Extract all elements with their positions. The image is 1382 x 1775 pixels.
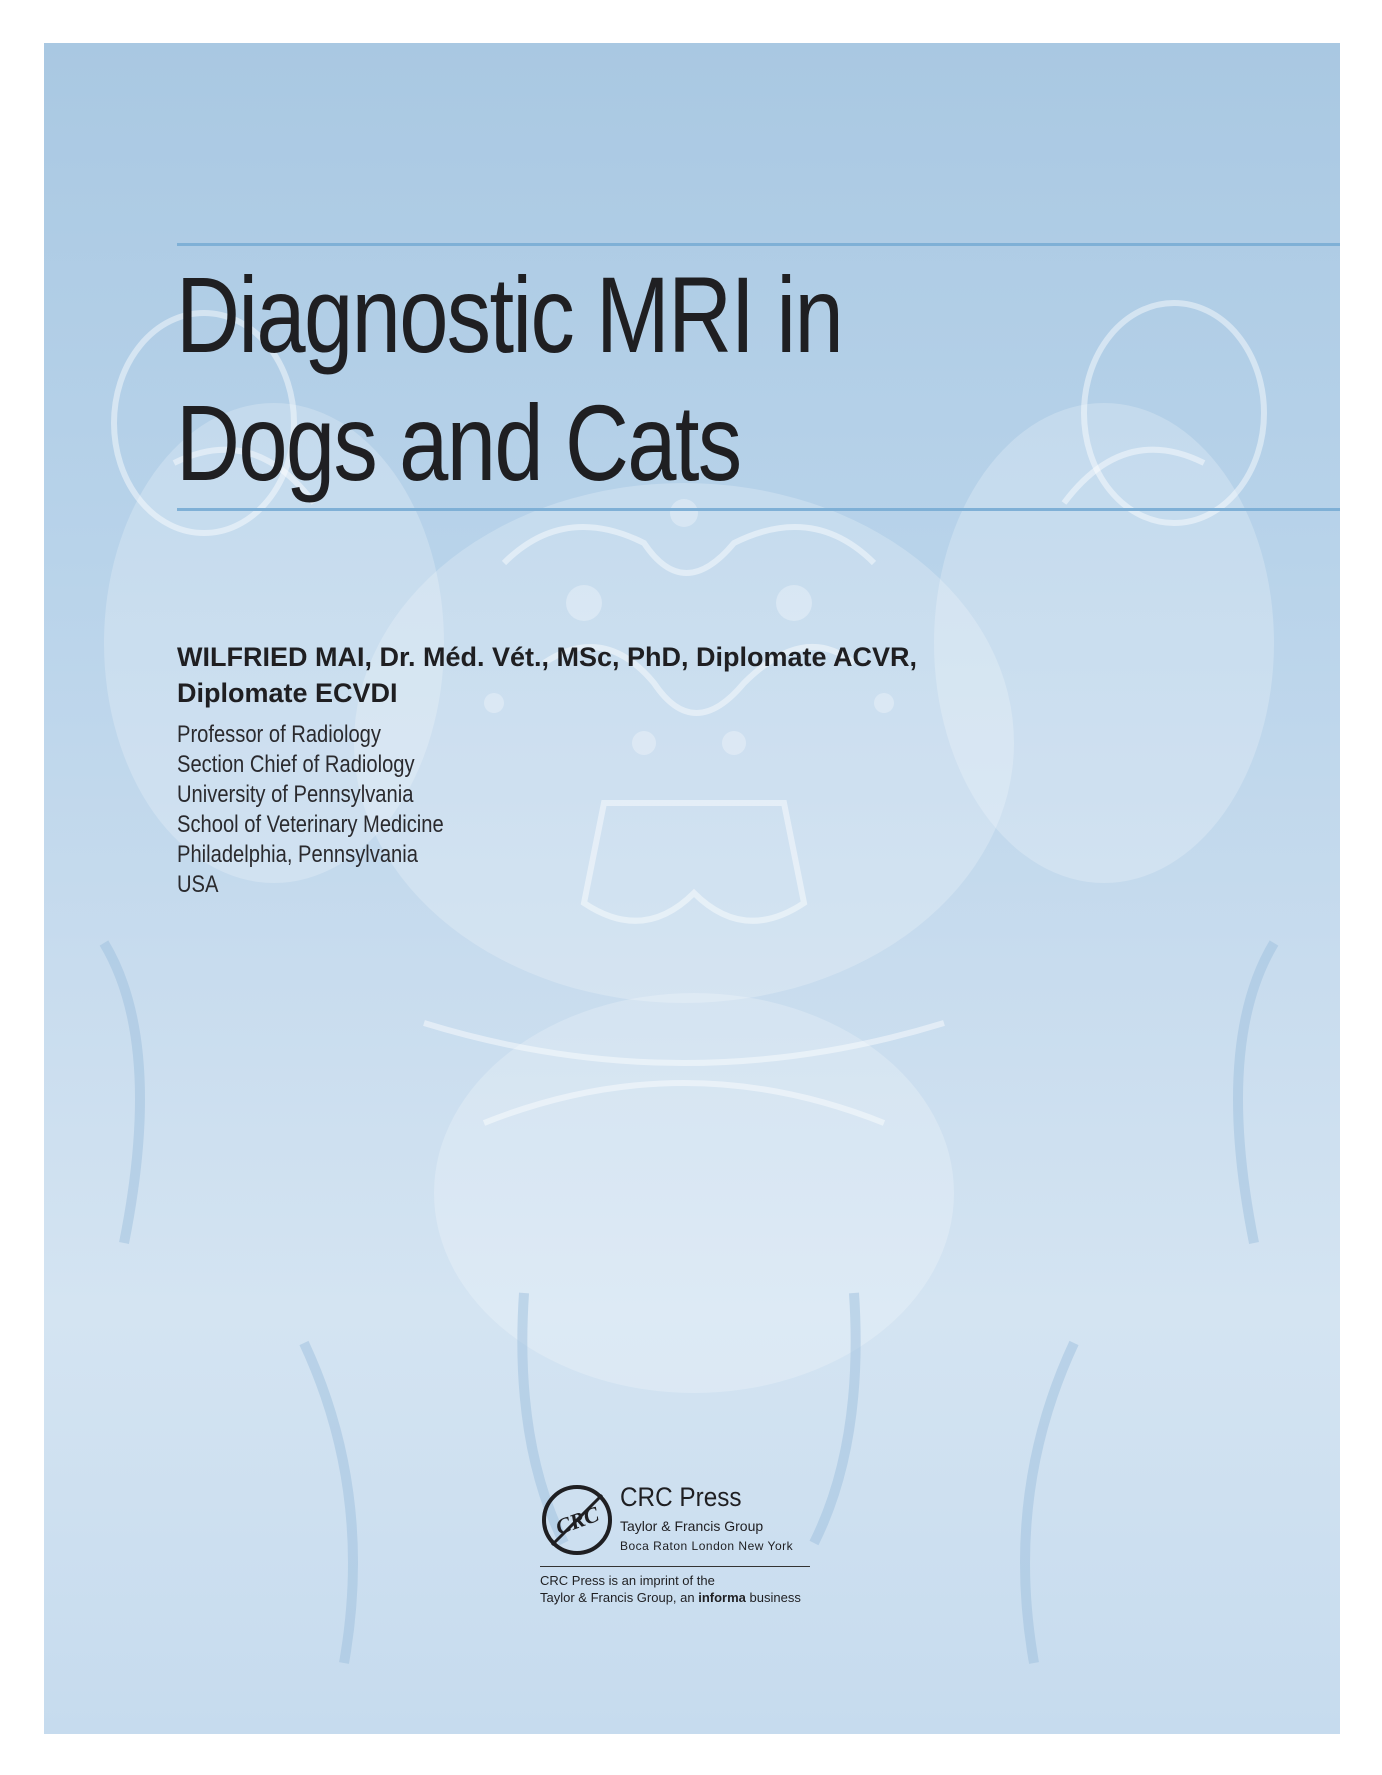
- publisher-divider: [540, 1566, 810, 1567]
- publisher-group: Taylor & Francis Group: [620, 1518, 764, 1534]
- publisher-cities: Boca Raton London New York: [620, 1539, 794, 1553]
- affiliation-line: Section Chief of Radiology: [177, 751, 415, 778]
- author-affiliation: [177, 720, 444, 900]
- publisher-imprint-note: [540, 1572, 801, 1606]
- imprint-informa: informa: [698, 1590, 746, 1605]
- affiliation-line: Professor of Radiology: [177, 721, 381, 748]
- title-page: [44, 43, 1340, 1734]
- author-name-line-2: Diplomate ECVDI: [177, 678, 398, 708]
- affiliation-line: USA: [177, 871, 219, 898]
- crc-logo-text: CRC: [552, 1501, 603, 1540]
- publisher-name: CRC Press: [620, 1482, 742, 1512]
- imprint-line-2-suffix: business: [745, 1590, 801, 1605]
- affiliation-line: University of Pennsylvania: [177, 781, 414, 808]
- book-title-line-1: Diagnostic MRI in: [176, 254, 843, 375]
- imprint-line-2-prefix: Taylor & Francis Group, an: [540, 1590, 699, 1605]
- title-rule-bottom: [177, 508, 1340, 511]
- imprint-line-1: CRC Press is an imprint of the: [540, 1573, 715, 1588]
- book-title: [176, 251, 842, 507]
- crc-logo-icon: [540, 1483, 614, 1557]
- affiliation-line: Philadelphia, Pennsylvania: [177, 841, 418, 868]
- author-name: [177, 639, 917, 711]
- imprint-line-2: [540, 1589, 801, 1606]
- affiliation-line: School of Veterinary Medicine: [177, 811, 444, 838]
- book-title-line-2: Dogs and Cats: [176, 382, 741, 503]
- author-name-line-1: WILFRIED MAI, Dr. Méd. Vét., MSc, PhD, Diplomate ACVR,: [177, 642, 918, 672]
- title-rule-top: [177, 243, 1340, 246]
